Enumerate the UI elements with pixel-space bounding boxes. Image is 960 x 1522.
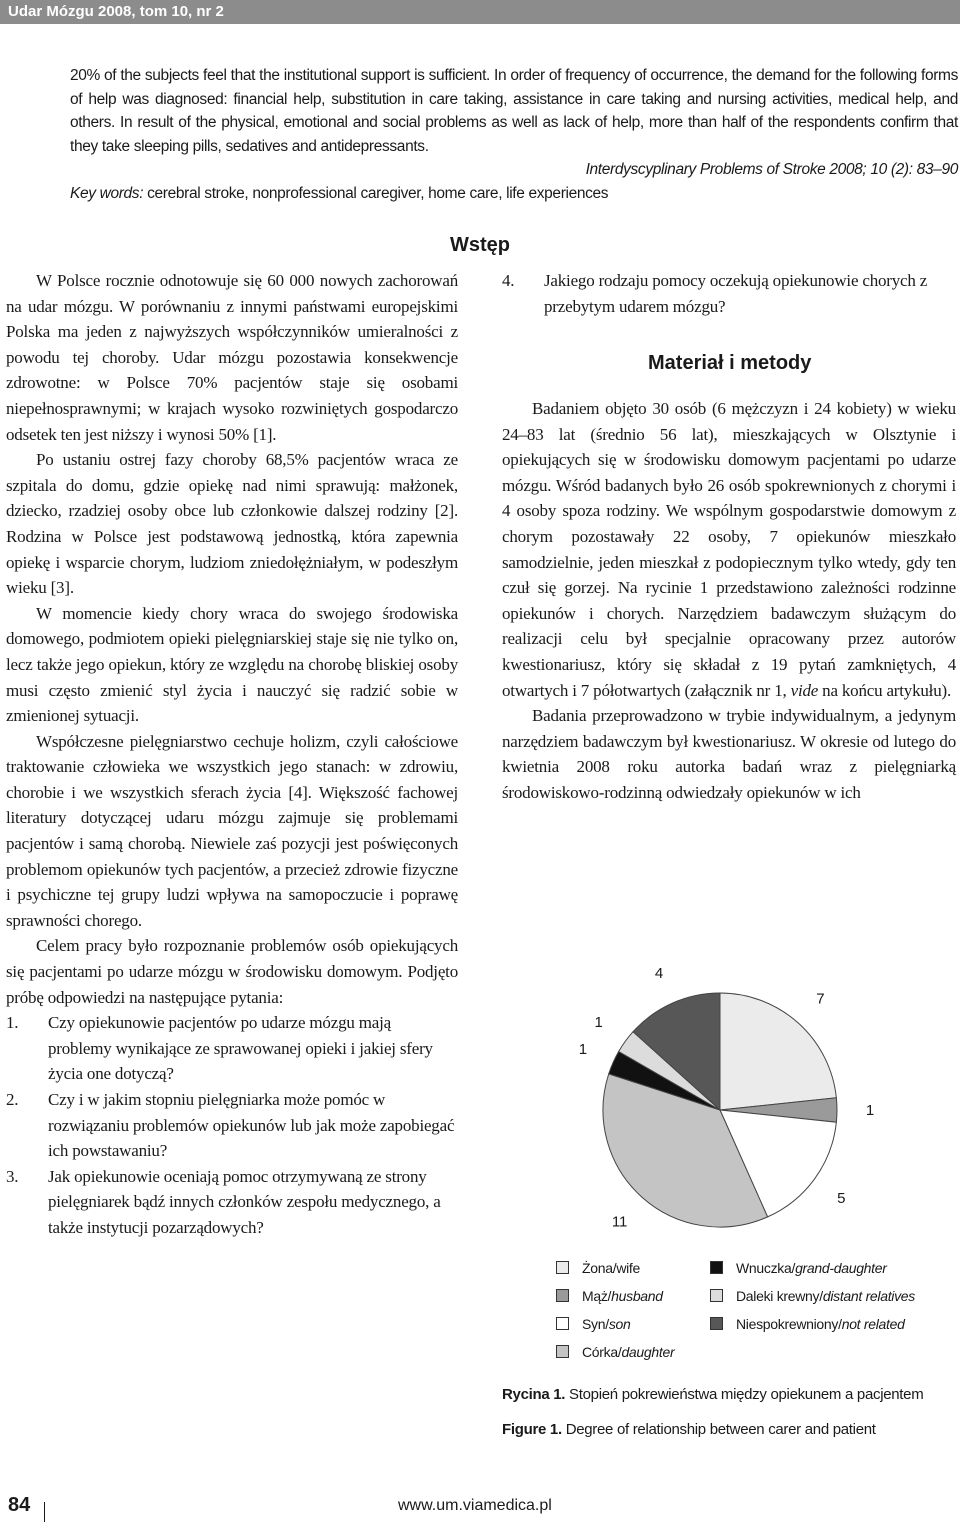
list-text: Czy i w jakim stopniu pielęgniarka może pomóc w rozwiązaniu problemów opiekunów lub jak może zapobiegać ich powstawaniu? <box>48 1090 455 1161</box>
legend-swatch <box>710 1289 723 1302</box>
journal-header-bar <box>0 0 960 24</box>
pie-data-label: 7 <box>816 990 825 1008</box>
list-number: 1. <box>6 1013 19 1033</box>
abstract-text: 20% of the subjects feel that the institutional support is sufficient. In order of frequency of occurrence, the demand for the following forms of help was diagnosed: financial help, substitution in care taking, assistance in care taking and nursing activities, medical help, and others. In result of the physical, emotional and social problems as well as lack of help, more than half of the respondents confirm that they take sleeping pills, sedatives and antidepressants. <box>70 67 958 155</box>
intro-paragraph: Współczesne pielęgniarstwo cechuje holizm, czyli całościowe traktowanie człowieka we wszystkich jego stanach: w zdrowiu, chorobie i we wszystkich sferach życia [4]. Większość fachowej literatury dotyczącej udaru mózgu zajmuje się problemami pacjentów i samą chorobą. Niewiele zaś pozycji jest poświęconych problemom opiekunów tych pacjentów, a przecież zdrowie fizyczne i psychiczne tej grupy ludzi wpływa na samopoczucie i poprawę sprawności chorego. <box>6 731 458 930</box>
keywords-text: cerebral stroke, nonprofessional caregiver, home care, life experiences <box>147 184 609 202</box>
list-number: 2. <box>6 1090 19 1109</box>
pie-chart-svg <box>540 964 940 1235</box>
methods-paragraph: Badania przeprowadzono w trybie indywidualnym, a jedynym narzędziem badawczym był kwestionariusz. W okresie od lutego do kwietnia 2008 roku autorka badań wraz z pielęgniarką środowiskowo-rodzinną odwiedzały opiekunów w ich <box>502 706 956 802</box>
footer-divider <box>44 1502 45 1522</box>
intro-paragraph: Po ustaniu ostrej fazy choroby 68,5% pacjentów wraca ze szpitala do domu, gdzie opiekę nad nimi sprawują: małżonek, dziecko, rzadziej osoby obce lub członkowie dalszej rodziny [2]. Rodzina w Polsce jest podstawową jednostką, która zapewnia opiekę i wsparcie chorym, ludziom zniedołężniałym, w podeszłym wieku [3]. <box>6 450 458 598</box>
legend-swatch <box>556 1289 569 1302</box>
list-text: Czy opiekunowie pacjentów po udarze mózgu mają problemy wynikające ze sprawowanej opieki i jakiej sfery życia one dotyczą? <box>48 1013 433 1084</box>
figure-caption-en: Figure 1. Degree of relationship between carer and patient <box>502 1421 876 1438</box>
legend-swatch <box>556 1317 569 1330</box>
list-item <box>6 1164 458 1241</box>
pie-data-label: 5 <box>837 1190 846 1208</box>
vide-text: vide <box>790 680 819 700</box>
pie-data-label: 1 <box>594 1013 603 1031</box>
abstract <box>70 64 958 205</box>
intro-paragraph: Celem pracy było rozpoznanie problemów osób opiekujących się pacjentami po udarze mózgu w środowisku domowym. Podjęto próbę odpowiedzi na następujące pytania: <box>6 936 458 1007</box>
left-column <box>6 268 458 1241</box>
keywords <box>70 182 958 206</box>
legend-swatch <box>556 1261 569 1274</box>
pie-slice <box>720 990 836 1110</box>
methods-heading: Materiał i metody <box>648 352 812 374</box>
pie-data-label: 11 <box>611 1213 628 1231</box>
questions-list <box>6 1010 458 1240</box>
footer-url[interactable]: www.um.viamedica.pl <box>398 1497 552 1514</box>
right-column-top <box>502 268 956 319</box>
intro-paragraph: W Polsce rocznie odnotowuje się 60 000 nowych zachorowań na udar mózgu. W porównaniu z innymi państwami europejskimi Polska ma jeden z najwyższych współczynników umieralności z powodu tej choroby. Udar mózgu pozostawia konsekwencje zdrowotne: w Polsce 70% pacjentów staje się osobami niepełnosprawnymi; w krajach wysoko rozwiniętych gospodarczo odsetek ten jest niższy i wynosi 50% [1]. <box>6 271 458 444</box>
legend-swatch <box>710 1317 723 1330</box>
list-text: Jakiego rodzaju pomocy oczekują opiekunowie chorych z przebytym udarem mózgu? <box>544 271 928 316</box>
keywords-label: Key words: <box>70 184 144 202</box>
list-item <box>502 268 956 319</box>
legend-item: Daleki krewny/distant relatives <box>710 1288 915 1304</box>
legend-item: Niespokrewniony/not related <box>710 1316 905 1332</box>
list-item <box>6 1010 458 1087</box>
intro-heading: Wstęp <box>450 234 510 256</box>
legend-item: Syn/son <box>556 1316 631 1332</box>
intro-paragraph: W momencie kiedy chory wraca do swojego środowiska domowego, podmiotem opieki pielęgniarskiej staje się nie tylko on, lecz także jego opiekun, który ze względu na chorobę bliskiej osoby musi często zmienić styl życia i nauczyć się radzić sobie w zmienionej sytuacji. <box>6 603 458 726</box>
abstract-citation: Interdyscyplinary Problems of Stroke 2008; 10 (2): 83–90 <box>585 161 958 178</box>
legend-swatch <box>556 1345 569 1358</box>
legend-item: Córka/daughter <box>556 1344 674 1360</box>
list-number: 4. <box>502 271 515 290</box>
figure-caption-pl: Rycina 1. Stopień pokrewieństwa między opiekunem a pacjentem <box>502 1386 924 1403</box>
legend-item: Wnuczka/grand-daughter <box>710 1260 887 1276</box>
right-column-methods <box>502 396 956 806</box>
legend-item: Żona/wife <box>556 1260 640 1276</box>
journal-header-title: Udar Mózgu 2008, tom 10, nr 2 <box>8 3 224 20</box>
pie-data-label: 4 <box>654 964 664 982</box>
legend-item: Mąż/husband <box>556 1288 663 1304</box>
pie-chart <box>540 964 940 1235</box>
legend-swatch <box>710 1261 723 1274</box>
page-number: 84 <box>8 1494 31 1516</box>
list-text: Jak opiekunowie oceniają pomoc otrzymywaną ze strony pielęgniarek bądź innych członków zespołu medycznego, a także instytucji pozarządowych? <box>48 1166 441 1237</box>
pie-data-label: 1 <box>578 1040 588 1058</box>
pie-data-label: 1 <box>865 1102 875 1119</box>
list-number: 3. <box>6 1166 19 1186</box>
questions-list-continued <box>502 268 956 319</box>
methods-paragraph: Badaniem objęto 30 osób (6 mężczyzn i 24 kobiety) w wieku 24–83 lat (średnio 56 lat), mieszkających w Olsztynie i opiekujących się w środowisku domowym pacjentami po udarze mózgu. Wśród badanych było 26 osób spokrewnionych z chorymi i 4 osoby spoza rodziny. We wspólnym gospodarstwie domowym z chorym pozostawały 22 osoby, 7 opiekunów mieszkało samodzielnie, jeden mieszkał z podopiecznym tylko wtedy, gdy ten czuł się gorzej. Na rycinie 1 przedstawiono zależności rodzinne opiekunów i chorych. Narzędziem badawczym służącym do realizacji celu był specjalnie opracowany przez autorów kwestionariusz, który się składał z 19 pytań zamkniętych, 4 otwartych i 7 półotwartych (załącznik nr 1, vide na końcu artykułu). <box>502 399 956 700</box>
list-item <box>6 1087 458 1164</box>
